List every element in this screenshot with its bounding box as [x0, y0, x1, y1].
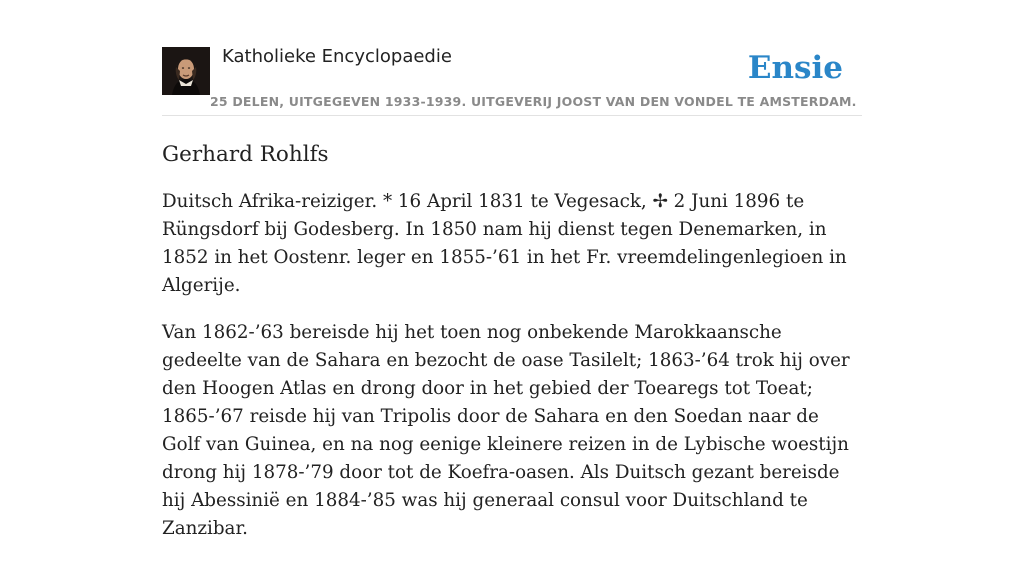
- source-avatar[interactable]: [162, 47, 210, 95]
- article-paragraph: Duitsch Afrika-reiziger. * 16 April 1831 te Vegesack, ✢ 2 Juni 1896 te Rüngsdorf bij Godesberg. In 1850 nam hij dienst tegen Denemarken, in 1852 in het Oostenr. leger en 1855-’61 in het Fr. vreemdelingenlegioen in Algerije.: [162, 191, 847, 296]
- source-subtitle: 25 DELEN, UITGEGEVEN 1933-1939. UITGEVERIJ JOOST VAN DEN VONDEL TE AMSTERDAM.: [210, 94, 857, 109]
- brand-logo-link[interactable]: Ensie: [747, 50, 843, 86]
- portrait-avatar-icon: [162, 47, 210, 95]
- source-title[interactable]: Katholieke Encyclopaedie: [222, 46, 452, 67]
- article: [162, 139, 862, 562]
- article-title: Gerhard Rohlfs: [162, 142, 329, 167]
- article-paragraph: Van 1862-’63 bereisde hij het toen nog onbekende Marokkaansche gedeelte van de Sahara en bezocht de oase Tasilelt; 1863-’64 trok hij over den Hoogen Atlas en drong door in het gebied der Toearegs tot Toeat; 1865-’67 reisde hij van Tripolis door de Sahara en den Soedan naar de Golf van Guinea, en na nog eenige kleinere reizen in de Lybische woestijn drong hij 1878-’79 door tot de Koefra-oasen. Als Duitsch gezant bereisde hij Abessinië en 1884-’85 was hij generaal consul voor Duitschland te Zanzibar.: [162, 322, 850, 539]
- header-divider: [162, 115, 862, 116]
